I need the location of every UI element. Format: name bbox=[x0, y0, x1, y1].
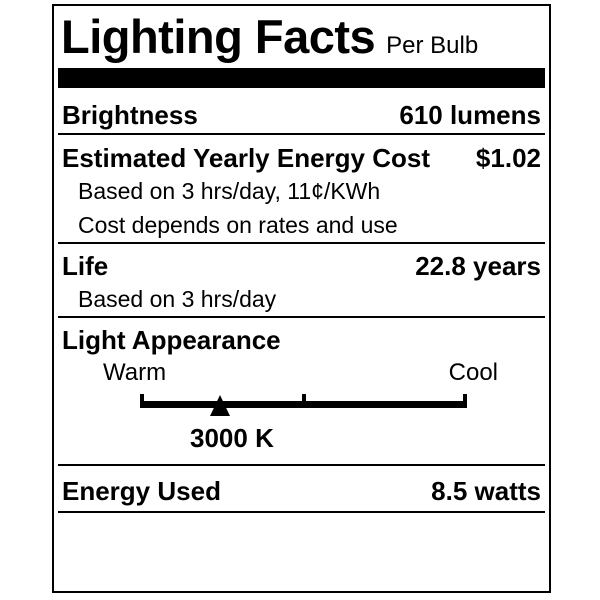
color-temp-scale bbox=[54, 388, 549, 418]
separator bbox=[58, 316, 545, 318]
life-section bbox=[54, 250, 549, 316]
life-row bbox=[54, 250, 549, 282]
brightness-row bbox=[54, 99, 549, 131]
separator bbox=[58, 242, 545, 244]
cool-label: Cool bbox=[448, 359, 498, 386]
energy-cost-note-disclaimer: Cost depends on rates and use bbox=[78, 212, 398, 238]
life-value: 22.8 years bbox=[415, 251, 541, 281]
triangle-marker-icon bbox=[210, 395, 230, 416]
warm-cool-row bbox=[54, 358, 549, 388]
lighting-facts-label bbox=[52, 4, 551, 593]
life-note-basis: Based on 3 hrs/day bbox=[78, 286, 277, 312]
light-appearance-section bbox=[54, 324, 549, 464]
warm-label: Warm bbox=[103, 359, 167, 386]
energy-used-row bbox=[54, 475, 549, 507]
energy-cost-label: Estimated Yearly Energy Cost bbox=[62, 143, 431, 173]
label-subtitle: Per Bulb bbox=[386, 32, 479, 59]
separator bbox=[58, 133, 545, 135]
label-header bbox=[54, 6, 549, 66]
energy-used-label: Energy Used bbox=[62, 476, 221, 506]
life-label: Life bbox=[62, 251, 109, 281]
kelvin-value: 3000 K bbox=[190, 423, 274, 453]
tick-midpoint-icon bbox=[302, 394, 306, 408]
tick-cool-end-icon bbox=[463, 394, 467, 408]
header-divider-bar bbox=[58, 68, 545, 88]
brightness-label: Brightness bbox=[62, 100, 198, 130]
tick-warm-end-icon bbox=[140, 394, 144, 408]
energy-cost-note-basis: Based on 3 hrs/day, 11¢/KWh bbox=[78, 178, 381, 204]
energy-cost-section bbox=[54, 142, 549, 242]
label-title: Lighting Facts bbox=[61, 10, 376, 63]
separator bbox=[58, 464, 545, 466]
light-appearance-heading: Light Appearance bbox=[62, 325, 281, 355]
separator bbox=[58, 511, 545, 513]
energy-cost-row bbox=[54, 142, 549, 174]
color-temp-track bbox=[140, 401, 467, 408]
energy-used-value: 8.5 watts bbox=[431, 476, 541, 506]
brightness-value: 610 lumens bbox=[399, 100, 541, 130]
energy-cost-value: $1.02 bbox=[475, 143, 541, 173]
